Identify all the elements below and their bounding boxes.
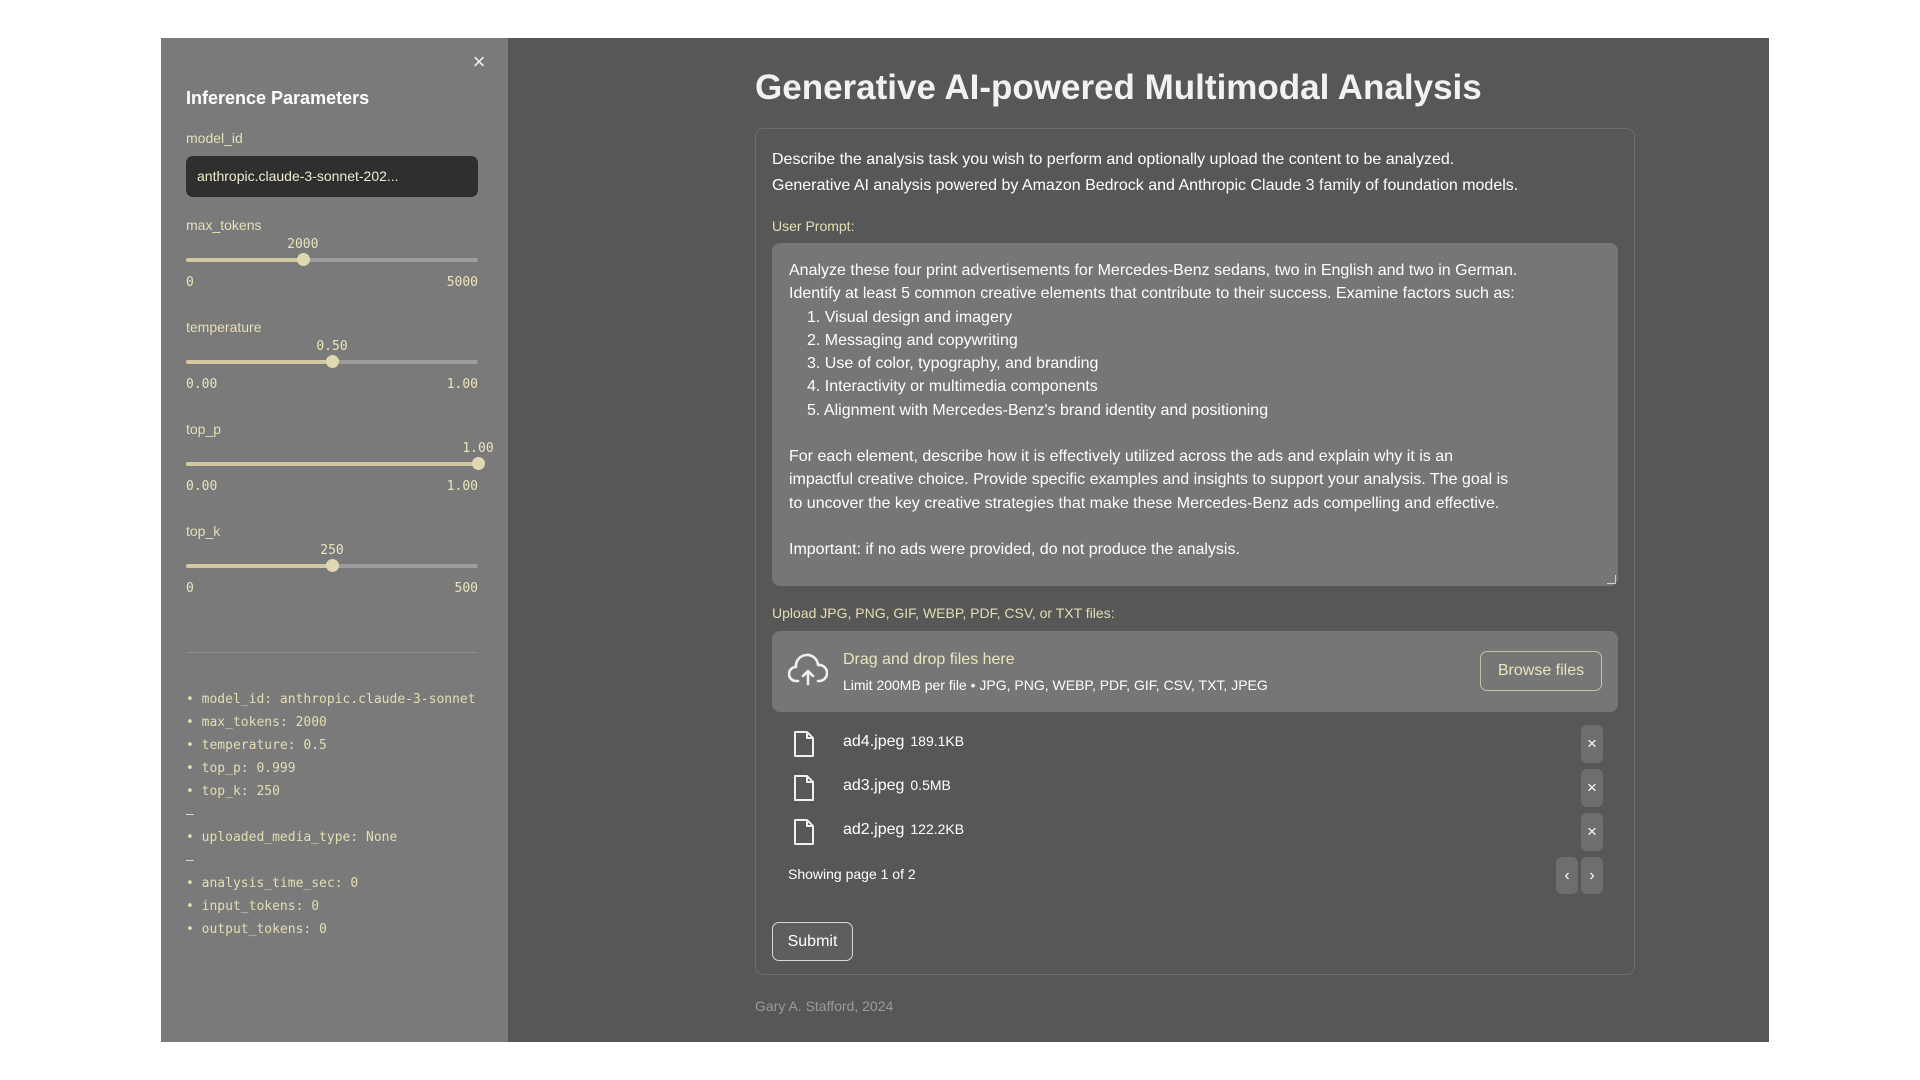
app-window bbox=[161, 38, 1769, 1042]
prompt-line: For each element, describe how it is effectively utilized across the ads and explain why it is an bbox=[789, 448, 1454, 466]
file-name bbox=[843, 777, 951, 795]
prompt-list-item: 2. Messaging and copywriting bbox=[807, 331, 1018, 349]
footer-credit: Gary A. Stafford, 2024 bbox=[755, 998, 894, 1014]
slider-value: 2000 bbox=[287, 237, 319, 252]
prompt-line: Important: if no ads were provided, do not produce the analysis. bbox=[789, 540, 1240, 558]
slider-value: 250 bbox=[320, 543, 344, 558]
file-dropzone[interactable] bbox=[772, 631, 1618, 712]
slider-fill bbox=[186, 258, 303, 262]
temperature-slider[interactable] bbox=[186, 339, 478, 392]
chevron-right-icon[interactable]: › bbox=[1581, 857, 1603, 894]
sidebar-divider bbox=[186, 652, 478, 653]
file-icon bbox=[793, 774, 815, 802]
prompt-line: Analyze these four print advertisements for Mercedes-Benz sedans, two in English and two in German. bbox=[789, 262, 1518, 279]
user-prompt-textarea[interactable] bbox=[772, 243, 1618, 586]
file-size: 0.5MB bbox=[910, 777, 951, 793]
sidebar-title: Inference Parameters bbox=[186, 88, 370, 108]
description-line: Generative AI analysis powered by Amazon Bedrock and Anthropic Claude 3 family of foundation models. bbox=[772, 177, 1519, 194]
slider-min: 0 bbox=[186, 275, 194, 290]
file-icon bbox=[793, 730, 815, 758]
analysis-form bbox=[755, 128, 1635, 975]
remove-file-button[interactable]: × bbox=[1581, 769, 1603, 807]
pagination-text: Showing page 1 of 2 bbox=[788, 866, 916, 882]
chevron-left-icon[interactable]: ‹ bbox=[1556, 857, 1578, 894]
prompt-list-item: 1. Visual design and imagery bbox=[807, 308, 1013, 326]
file-item bbox=[772, 766, 1618, 810]
parameter-summary bbox=[186, 688, 478, 941]
file-name-text: ad4.jpeg bbox=[843, 733, 905, 750]
file-name-text: ad3.jpeg bbox=[843, 777, 905, 794]
prompt-list-item: 4. Interactivity or multimedia components bbox=[807, 378, 1098, 396]
summary-line: • top_k: 250 bbox=[186, 784, 280, 799]
file-item bbox=[772, 810, 1618, 854]
summary-line: • max_tokens: 2000 bbox=[186, 715, 327, 730]
page-title: Generative AI-powered Multimodal Analysis bbox=[755, 68, 1482, 107]
upload-label: Upload JPG, PNG, GIF, WEBP, PDF, CSV, or TXT files: bbox=[772, 605, 1115, 621]
cloud-upload-icon bbox=[788, 653, 828, 689]
slider-max: 1.00 bbox=[446, 479, 478, 494]
prompt-line: to uncover the key creative strategies that make these Mercedes-Benz ads compelling and effective. bbox=[789, 494, 1500, 512]
temperature-label: temperature bbox=[186, 319, 262, 335]
summary-line: • top_p: 0.999 bbox=[186, 761, 296, 776]
prompt-line: Identify at least 5 common creative elements that contribute to their success. Examine factors such as: bbox=[789, 285, 1515, 303]
file-size: 189.1KB bbox=[910, 733, 965, 749]
slider-fill bbox=[186, 462, 478, 466]
prompt-line: impactful creative choice. Provide specific examples and insights to support your analysis. The goal is bbox=[789, 471, 1509, 489]
slider-thumb[interactable] bbox=[326, 355, 339, 368]
slider-min: 0 bbox=[186, 581, 194, 596]
slider-thumb[interactable] bbox=[297, 253, 310, 266]
prompt-list-item: 3. Use of color, typography, and branding bbox=[807, 355, 1099, 373]
model-id-label: model_id bbox=[186, 130, 243, 146]
browse-files-button[interactable]: Browse files bbox=[1480, 651, 1602, 691]
slider-max: 1.00 bbox=[446, 377, 478, 392]
file-size: 122.2KB bbox=[910, 821, 965, 837]
summary-line: • input_tokens: 0 bbox=[186, 899, 320, 914]
prompt-blank-line bbox=[789, 515, 1601, 538]
summary-line: • output_tokens: 0 bbox=[186, 922, 327, 937]
dropzone-limit: Limit 200MB per file • JPG, PNG, WEBP, PDF, GIF, CSV, TXT, JPEG bbox=[843, 677, 1268, 693]
slider-min: 0.00 bbox=[186, 377, 218, 392]
summary-line: • uploaded_media_type: None bbox=[186, 830, 398, 845]
summary-line: • analysis_time_sec: 0 bbox=[186, 876, 359, 891]
slider-fill bbox=[186, 360, 332, 364]
summary-line: • model_id: anthropic.claude-3-sonnet bbox=[186, 692, 476, 707]
max-tokens-label: max_tokens bbox=[186, 217, 262, 233]
sidebar bbox=[161, 38, 508, 1042]
slider-max: 500 bbox=[454, 581, 478, 596]
close-icon[interactable]: × bbox=[472, 49, 486, 74]
file-icon bbox=[793, 818, 815, 846]
summary-separator: — bbox=[186, 853, 194, 868]
prompt-blank-line bbox=[789, 422, 1601, 445]
description bbox=[772, 147, 1518, 199]
slider-fill bbox=[186, 564, 332, 568]
slider-value: 0.50 bbox=[316, 339, 348, 354]
remove-file-button[interactable]: × bbox=[1581, 725, 1603, 763]
slider-min: 0.00 bbox=[186, 479, 218, 494]
summary-line: • temperature: 0.5 bbox=[186, 738, 327, 753]
dropzone-title: Drag and drop files here bbox=[843, 651, 1015, 668]
file-name-text: ad2.jpeg bbox=[843, 821, 905, 838]
file-name bbox=[843, 821, 964, 839]
top-k-slider[interactable] bbox=[186, 543, 478, 596]
description-line: Describe the analysis task you wish to perform and optionally upload the content to be analyzed. bbox=[772, 151, 1455, 168]
top-p-slider[interactable] bbox=[186, 441, 494, 494]
resize-handle[interactable] bbox=[1607, 575, 1616, 584]
model-id-select[interactable]: anthropic.claude-3-sonnet-202... bbox=[186, 156, 478, 197]
max-tokens-slider[interactable] bbox=[186, 237, 478, 290]
top-p-label: top_p bbox=[186, 421, 222, 437]
file-name bbox=[843, 733, 964, 751]
slider-thumb[interactable] bbox=[326, 559, 339, 572]
remove-file-button[interactable]: × bbox=[1581, 813, 1603, 851]
slider-value: 1.00 bbox=[462, 441, 494, 456]
prompt-label: User Prompt: bbox=[772, 218, 855, 234]
prompt-list-item: 5. Alignment with Mercedes-Benz's brand identity and positioning bbox=[807, 401, 1269, 419]
file-item bbox=[772, 722, 1618, 766]
summary-separator: — bbox=[186, 807, 194, 822]
submit-button[interactable]: Submit bbox=[772, 922, 853, 961]
top-k-label: top_k bbox=[186, 523, 221, 539]
main-content bbox=[508, 38, 1769, 1042]
slider-thumb[interactable] bbox=[472, 457, 485, 470]
slider-max: 5000 bbox=[446, 275, 478, 290]
